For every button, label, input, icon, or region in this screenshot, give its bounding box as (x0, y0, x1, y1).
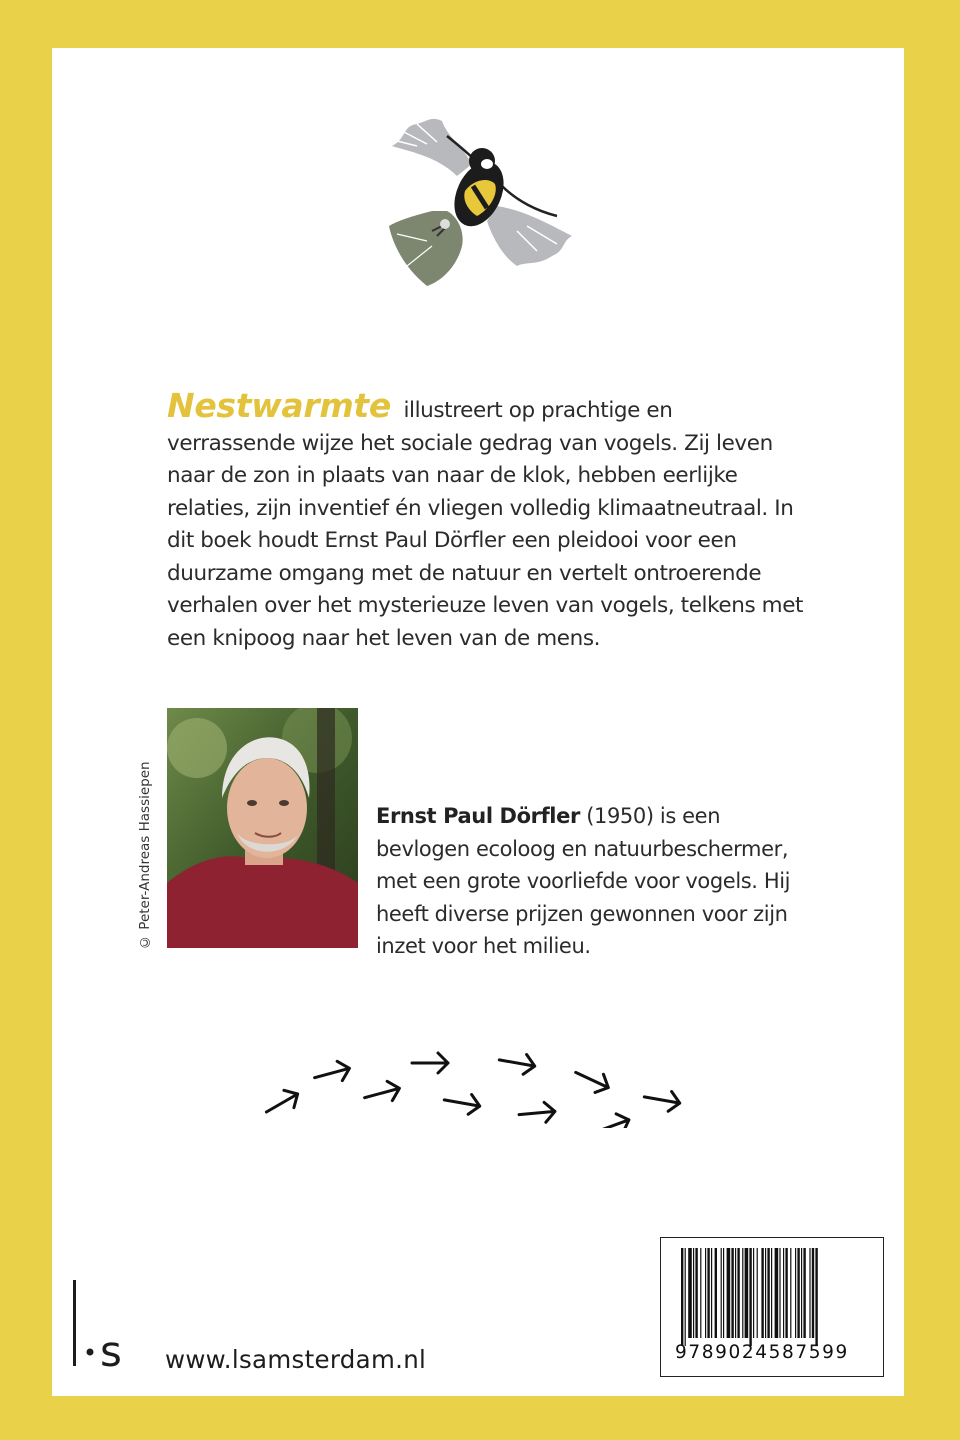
author-name: Ernst Paul Dörfler (376, 804, 580, 828)
barcode-bar (783, 1248, 784, 1338)
barcode-bar (727, 1248, 731, 1338)
barcode-bar (771, 1248, 772, 1338)
barcode-bar (797, 1248, 799, 1338)
barcode-bar (731, 1248, 733, 1338)
author-photo (167, 708, 358, 948)
svg-text:s: s (100, 1327, 122, 1376)
barcode-bar (785, 1248, 787, 1338)
barcode (660, 1237, 884, 1377)
barcode-bar (775, 1248, 779, 1338)
barcode-bar (795, 1248, 796, 1338)
barcode-bar (812, 1248, 814, 1338)
barcode-bar (809, 1248, 810, 1338)
barcode-bar (815, 1248, 817, 1346)
publisher-url[interactable]: www.lsamsterdam.nl (165, 1345, 427, 1374)
barcode-bar (721, 1248, 722, 1338)
back-cover (52, 48, 904, 1396)
barcode-bar (753, 1248, 754, 1338)
barcode-bar (705, 1248, 706, 1338)
barcode-bar (745, 1248, 749, 1338)
barcode-bar (723, 1248, 724, 1338)
barcode-bar (779, 1248, 780, 1338)
barcode-bar (685, 1248, 686, 1346)
barcode-bar (765, 1248, 766, 1338)
barcode-bar (761, 1248, 763, 1338)
author-bio-text: (1950) is een bevlogen ecoloog en natuurbeschermer, met een grote voorliefde voor vogels. Hij heeft diverse prijzen gewonnen voor zijn inzet voor het milieu. (376, 804, 791, 958)
barcode-bar (749, 1248, 751, 1346)
barcode-bar (803, 1248, 805, 1338)
barcode-bar (767, 1248, 769, 1338)
barcode-bar (693, 1248, 694, 1338)
barcode-bar (681, 1248, 683, 1346)
barcode-bar (695, 1248, 697, 1338)
isbn-number: 9789024587599 (675, 1342, 849, 1363)
book-title: Nestwarmte (167, 386, 391, 425)
photo-credit: © Peter-Andreas Hassiepen (137, 761, 153, 950)
barcode-bar (715, 1248, 717, 1338)
barcode-bar (711, 1248, 712, 1338)
blurb-text: illustreert op prachtige en verrassende wijze het sociale gedrag van vogels. Zij leven naar de zon in plaats van naar de klok, hebben eerlijke relaties, zijn inventief én vliegen volledig klimaatneutraal. In dit boek houdt Ernst Paul Dörfler een pleidooi voor een duurzame omgang met de natuur en vertelt ontroerende verhalen over het mysterieuze leven van vogels, telkens met een knipoog naar het leven van de mens. (167, 398, 804, 651)
bird-tracks-icon (252, 1018, 692, 1128)
publisher-logo-icon (70, 1280, 140, 1376)
book-blurb (167, 386, 807, 655)
barcode-bar (688, 1248, 692, 1338)
barcode-bar (700, 1248, 701, 1338)
barcode-icon (661, 1238, 883, 1348)
bird-illustration-icon (387, 116, 577, 291)
author-bio (376, 800, 796, 963)
barcode-bar (757, 1248, 758, 1338)
barcode-bar (737, 1248, 739, 1338)
barcode-bar (735, 1248, 736, 1338)
barcode-bar (790, 1248, 791, 1338)
barcode-bar (801, 1248, 802, 1338)
barcode-bar (707, 1248, 709, 1338)
barcode-bar (742, 1248, 743, 1338)
